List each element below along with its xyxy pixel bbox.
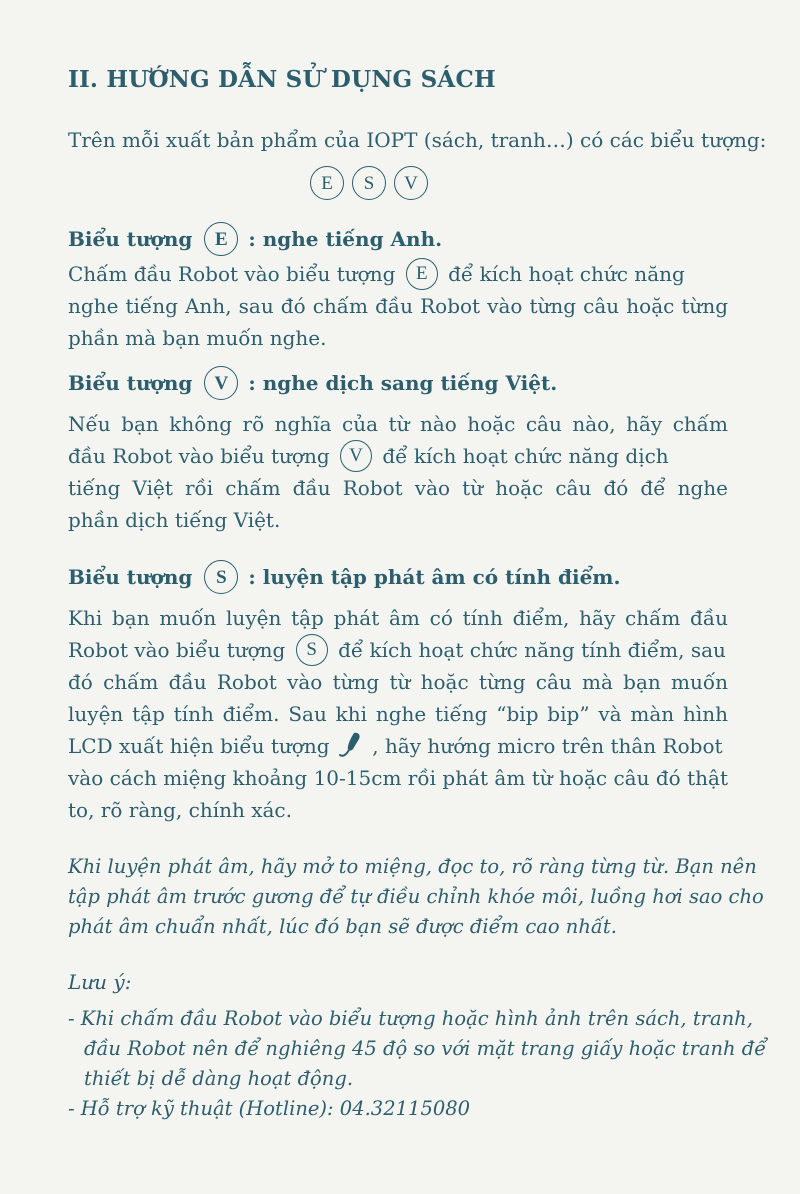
s-symbol-icon: S: [352, 166, 386, 200]
section-heading: II. HƯỚNG DẪN SỬ DỤNG SÁCH: [68, 66, 496, 93]
section-v-line-1: Nếu bạn không rõ nghĩa của từ nào hoặc câu nào, hãy chấm: [68, 412, 728, 436]
tip-line-2: tập phát âm trước gương để tự điều chỉnh khóe môi, luồng hơi sao cho: [68, 885, 764, 908]
section-s-line-7: to, rõ ràng, chính xác.: [68, 798, 292, 822]
note-item-1-line-3: thiết bị dễ dàng hoạt động.: [84, 1067, 354, 1090]
e-symbol-icon: E: [204, 222, 238, 256]
section-s-title-suffix: : luyện tập phát âm có tính điểm.: [248, 565, 621, 589]
note-list: [68, 1004, 767, 1124]
microphone-icon: [338, 731, 364, 759]
v-symbol-icon: V: [204, 366, 238, 400]
section-v-line-2b: để kích hoạt chức năng dịch: [382, 444, 669, 468]
section-s-line-5b: , hãy hướng micro trên thân Robot: [372, 734, 723, 758]
section-e-line-1: [68, 258, 728, 290]
v-symbol-icon: V: [394, 166, 428, 200]
section-e-line-1b: để kích hoạt chức năng: [448, 262, 685, 286]
note-item-1-line-2: đầu Robot nên để nghiêng 45 độ so với mặt trang giấy hoặc tranh để: [84, 1037, 767, 1060]
tip-line-3: phát âm chuẩn nhất, lúc đó bạn sẽ được điểm cao nhất.: [68, 915, 617, 938]
section-v-title: [68, 366, 557, 400]
section-s-line-4: luyện tập tính điểm. Sau khi nghe tiếng “bip bip” và màn hình: [68, 702, 728, 726]
section-v-title-suffix: : nghe dịch sang tiếng Việt.: [248, 371, 558, 395]
tip-line-1: Khi luyện phát âm, hãy mở to miệng, đọc to, rõ ràng từng từ. Bạn nên: [68, 855, 757, 878]
note-title: Lưu ý:: [68, 970, 132, 994]
note-item-1-line-1: - Khi chấm đầu Robot vào biểu tượng hoặc hình ảnh trên sách, tranh,: [68, 1007, 753, 1030]
section-v-line-2: [68, 440, 728, 472]
section-e-body: [68, 258, 728, 354]
section-e-title-prefix: Biểu tượng: [68, 227, 193, 251]
section-s-line-1: Khi bạn muốn luyện tập phát âm có tính điểm, hãy chấm đầu: [68, 606, 728, 630]
s-symbol-icon: S: [296, 634, 328, 666]
v-symbol-icon: V: [340, 440, 372, 472]
tip-paragraph: [68, 852, 764, 942]
section-s-line-3: đó chấm đầu Robot vào từng từ hoặc từng câu mà bạn muốn: [68, 670, 728, 694]
intro-text: Trên mỗi xuất bản phẩm của IOPT (sách, tranh…) có các biểu tượng:: [68, 128, 767, 152]
section-v-line-3: tiếng Việt rồi chấm đầu Robot vào từ hoặc câu đó để nghe: [68, 476, 728, 500]
section-e-line-3: phần mà bạn muốn nghe.: [68, 326, 327, 350]
e-symbol-icon: E: [310, 166, 344, 200]
section-s-body: [68, 602, 728, 826]
e-symbol-icon: E: [406, 258, 438, 290]
section-e-title-suffix: : nghe tiếng Anh.: [248, 227, 443, 251]
section-s-line-6: vào cách miệng khoảng 10-15cm rồi phát âm từ hoặc câu đó thật: [68, 766, 728, 790]
section-v-line-4: phần dịch tiếng Việt.: [68, 508, 281, 532]
section-e-line-2: nghe tiếng Anh, sau đó chấm đầu Robot vào từng câu hoặc từng: [68, 294, 728, 318]
section-v-line-2a: đầu Robot vào biểu tượng: [68, 444, 330, 468]
section-s-line-2: [68, 634, 728, 666]
section-s-line-5: [68, 730, 728, 762]
section-e-title: [68, 222, 442, 256]
section-s-line-2a: Robot vào biểu tượng: [68, 638, 286, 662]
section-s-line-2b: để kích hoạt chức năng tính điểm, sau: [338, 638, 726, 662]
s-symbol-icon: S: [204, 560, 238, 594]
section-e-line-1a: Chấm đầu Robot vào biểu tượng: [68, 262, 396, 286]
note-item-2: - Hỗ trợ kỹ thuật (Hotline): 04.32115080: [68, 1097, 471, 1120]
section-v-title-prefix: Biểu tượng: [68, 371, 193, 395]
section-v-body: [68, 408, 728, 536]
section-s-title: [68, 560, 620, 594]
icon-row: [310, 166, 428, 200]
section-s-line-5a: LCD xuất hiện biểu tượng: [68, 734, 330, 758]
section-s-title-prefix: Biểu tượng: [68, 565, 193, 589]
